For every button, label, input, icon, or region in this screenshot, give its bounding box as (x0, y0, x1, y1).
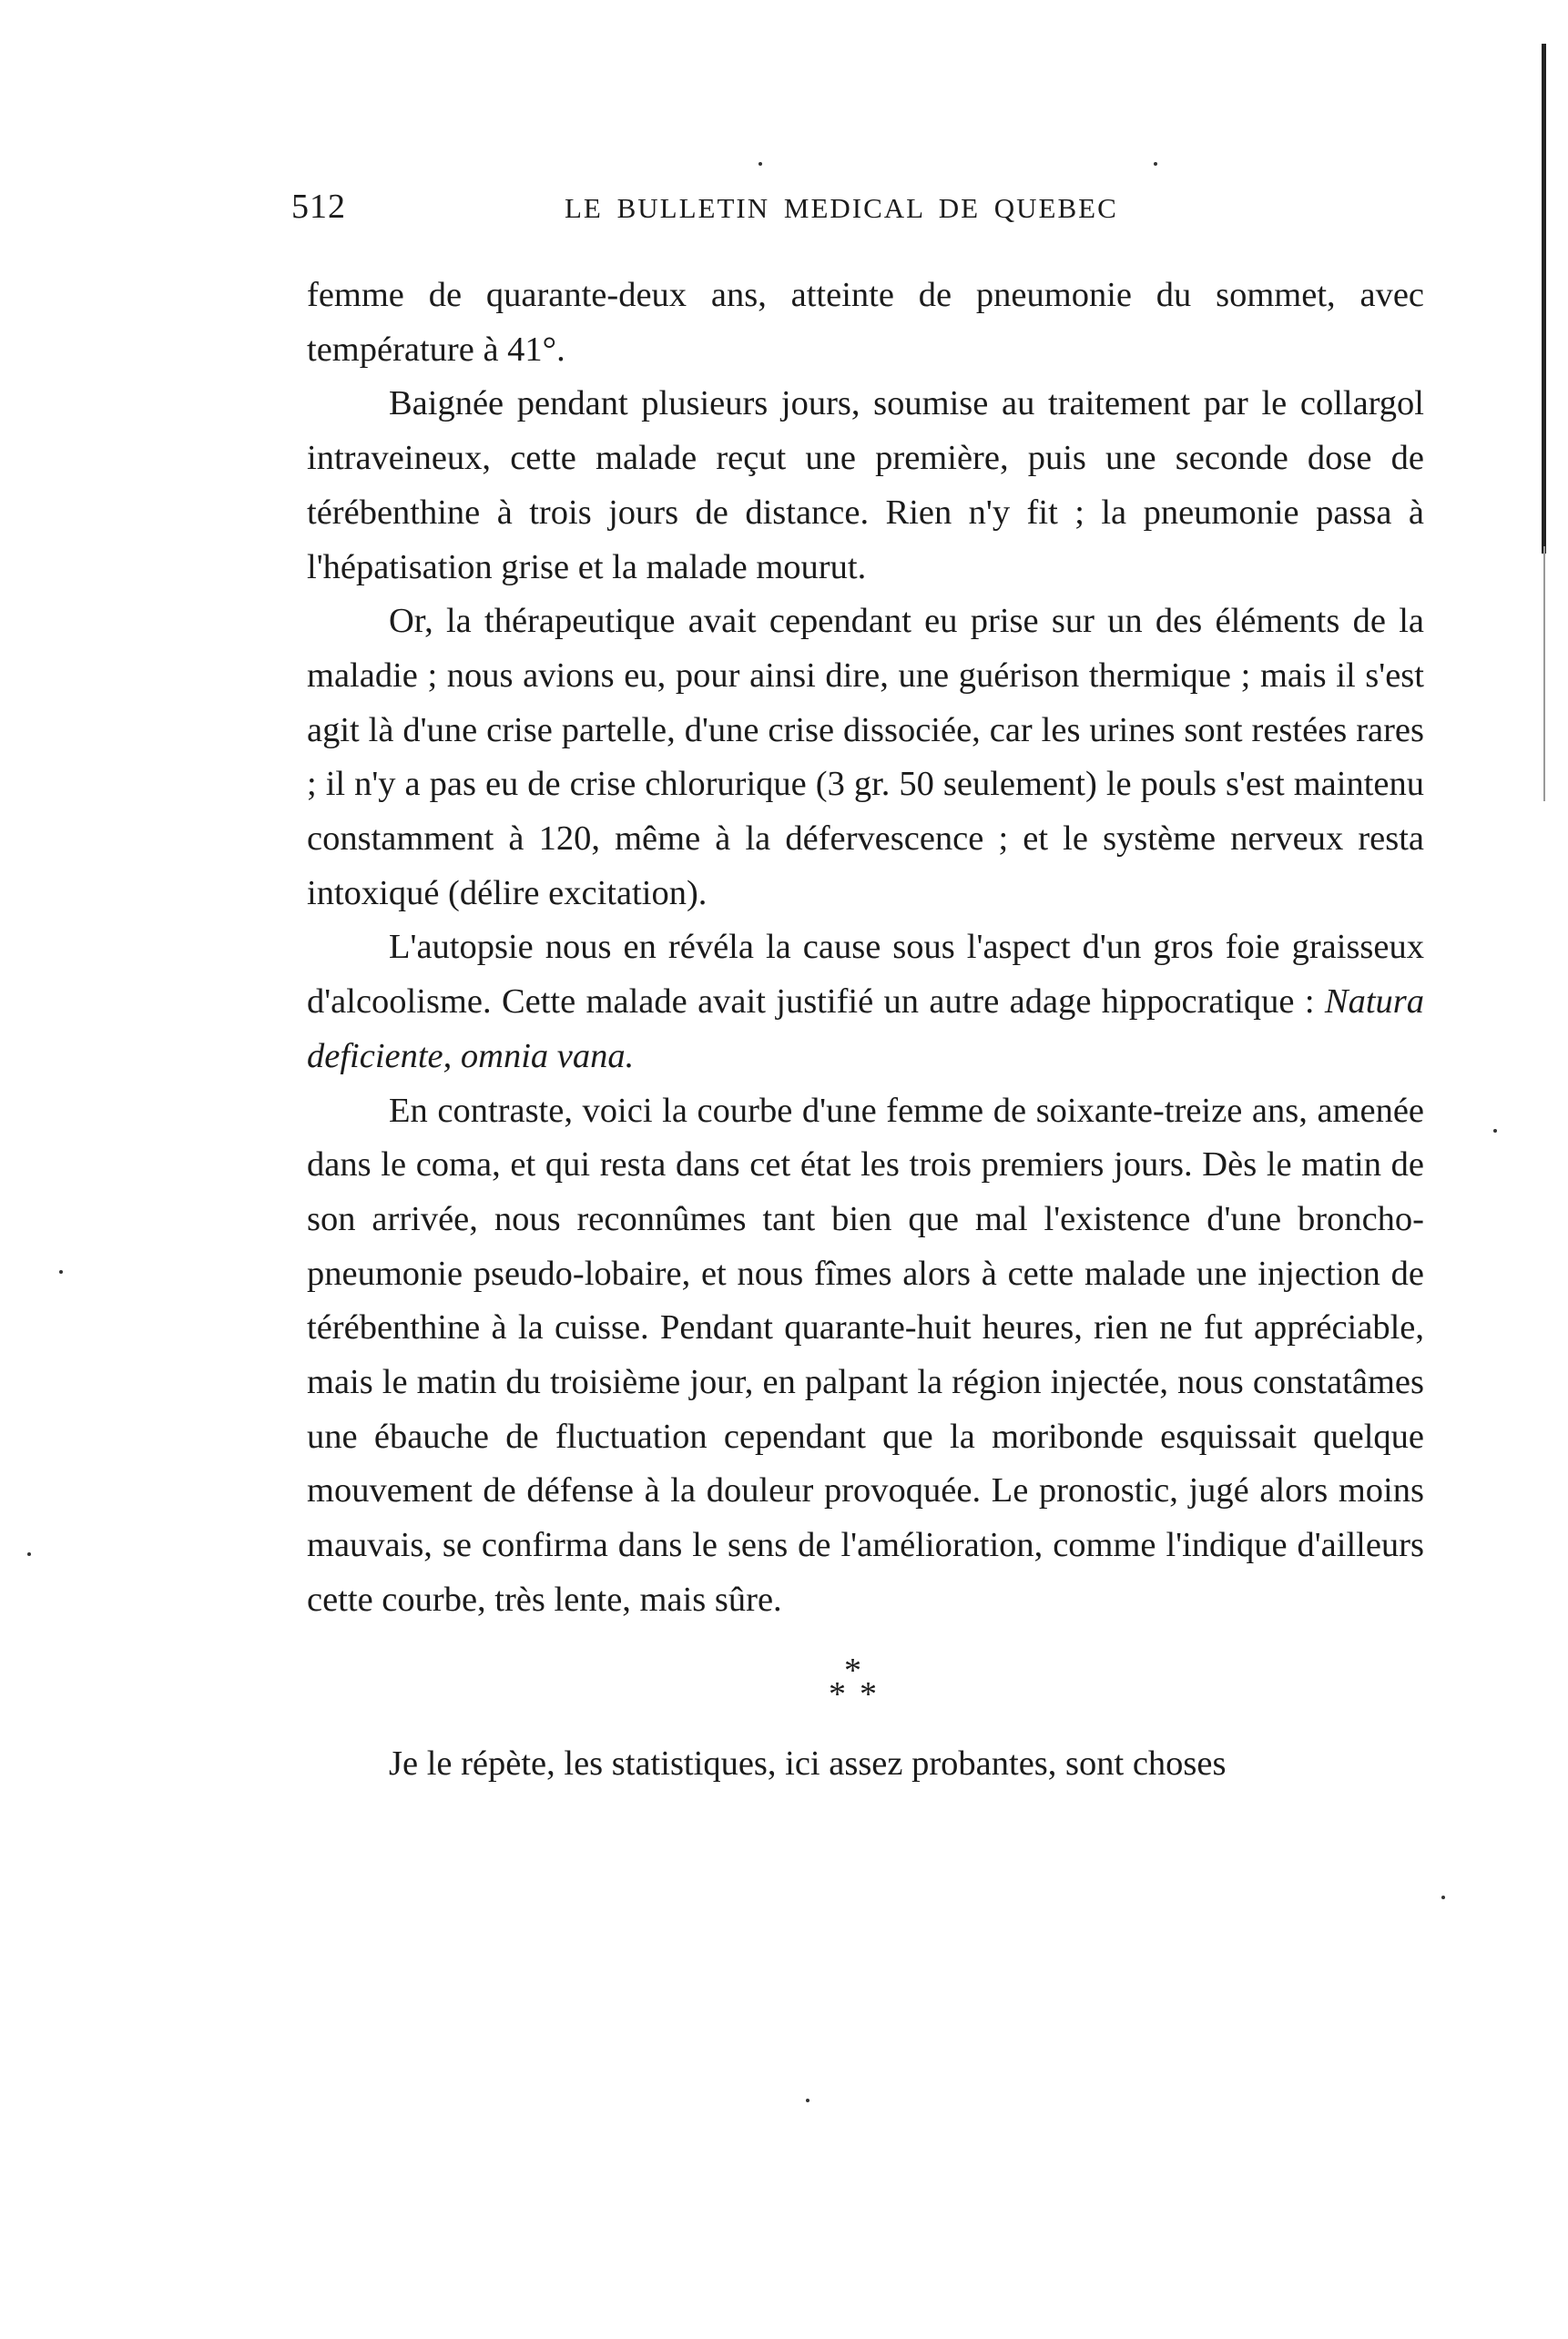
page-number: 512 (291, 188, 346, 226)
asterism-star: * (829, 1674, 846, 1714)
body-text (307, 269, 1424, 1791)
print-speck (1493, 1129, 1497, 1133)
paragraph-autopsy (307, 920, 1424, 1083)
paragraph-therapeutic-effect: Or, la thérapeutique avait cependant eu prise sur un des éléments de la maladie ; nous avions eu, pour ainsi dire, une guérison thermique ; mais il s'est agit là d'une crise partelle, d'une crise dissociée, car les urines sont restées rares ; il n'y a pas eu de crise chlorurique (3 gr. 50 seulement) le pouls s'est maintenu constamment à 120, même à la défervescence ; et le système nerveux resta intoxiqué (délire excitation). (307, 602, 1424, 912)
print-speck (1154, 162, 1157, 166)
binding-edge-shadow (1543, 546, 1545, 801)
paragraph-continuation: femme de quarante-deux ans, atteinte de pneumonie du sommet, avec température à 41°. (307, 276, 1424, 369)
paragraph-contrast-case: En contraste, voici la courbe d'une femme de soixante-treize ans, amenée dans le coma, et qui resta dans cet état les trois premiers jours. Dès le matin de son arrivée, nous reconnûmes tant bien que mal l'existence d'une broncho-pneumonie pseudo-lobaire, et nous fîmes alors à cette malade une injection de térébenthine à la cuisse. Pendant quarante-huit heures, rien ne fut appréciable, mais le matin du troisième jour, en palpant la région injectée, nous constatâmes une ébauche de fluctuation cependant que la moribonde esquissait quelque mouvement de défense à la douleur provoquée. Le pronostic, jugé alors moins mauvais, se confirma dans le sens de l'amélioration, comme l'indique d'ailleurs cette courbe, très lente, mais sûre. (307, 1091, 1424, 1619)
paragraph-bath-treatment: Baignée pendant plusieurs jours, soumise au traitement par le collargol intraveineux, cette malade reçut une première, puis une seconde dose de térébenthine à trois jours de distance. Rien n'y fit ; la pneumonie passa à l'hépatisation grise et la malade mourut. (307, 384, 1424, 586)
latin-adage: Natura deficiente, omnia vana. (307, 982, 1425, 1075)
section-asterism (307, 1628, 1424, 1737)
paragraph-statistics: Je le répète, les statistiques, ici assez probantes, sont choses (389, 1744, 1227, 1783)
autopsy-text: L'autopsie nous en révéla la cause sous l'aspect d'un gros foie graisseux d'alcoolisme. Cette malade avait justifié un autre adage hippocratique : (307, 928, 1424, 1022)
asterism-star: * (844, 1651, 861, 1690)
print-speck (59, 1270, 63, 1274)
print-speck (27, 1552, 31, 1556)
page-header (291, 187, 1420, 241)
print-speck (759, 162, 762, 166)
running-title: LE BULLETIN MEDICAL DE QUEBEC (565, 192, 1118, 224)
print-speck (806, 2099, 809, 2102)
asterism-star: * (860, 1674, 877, 1714)
print-speck (1441, 1896, 1445, 1899)
binding-edge-rule (1542, 44, 1546, 554)
